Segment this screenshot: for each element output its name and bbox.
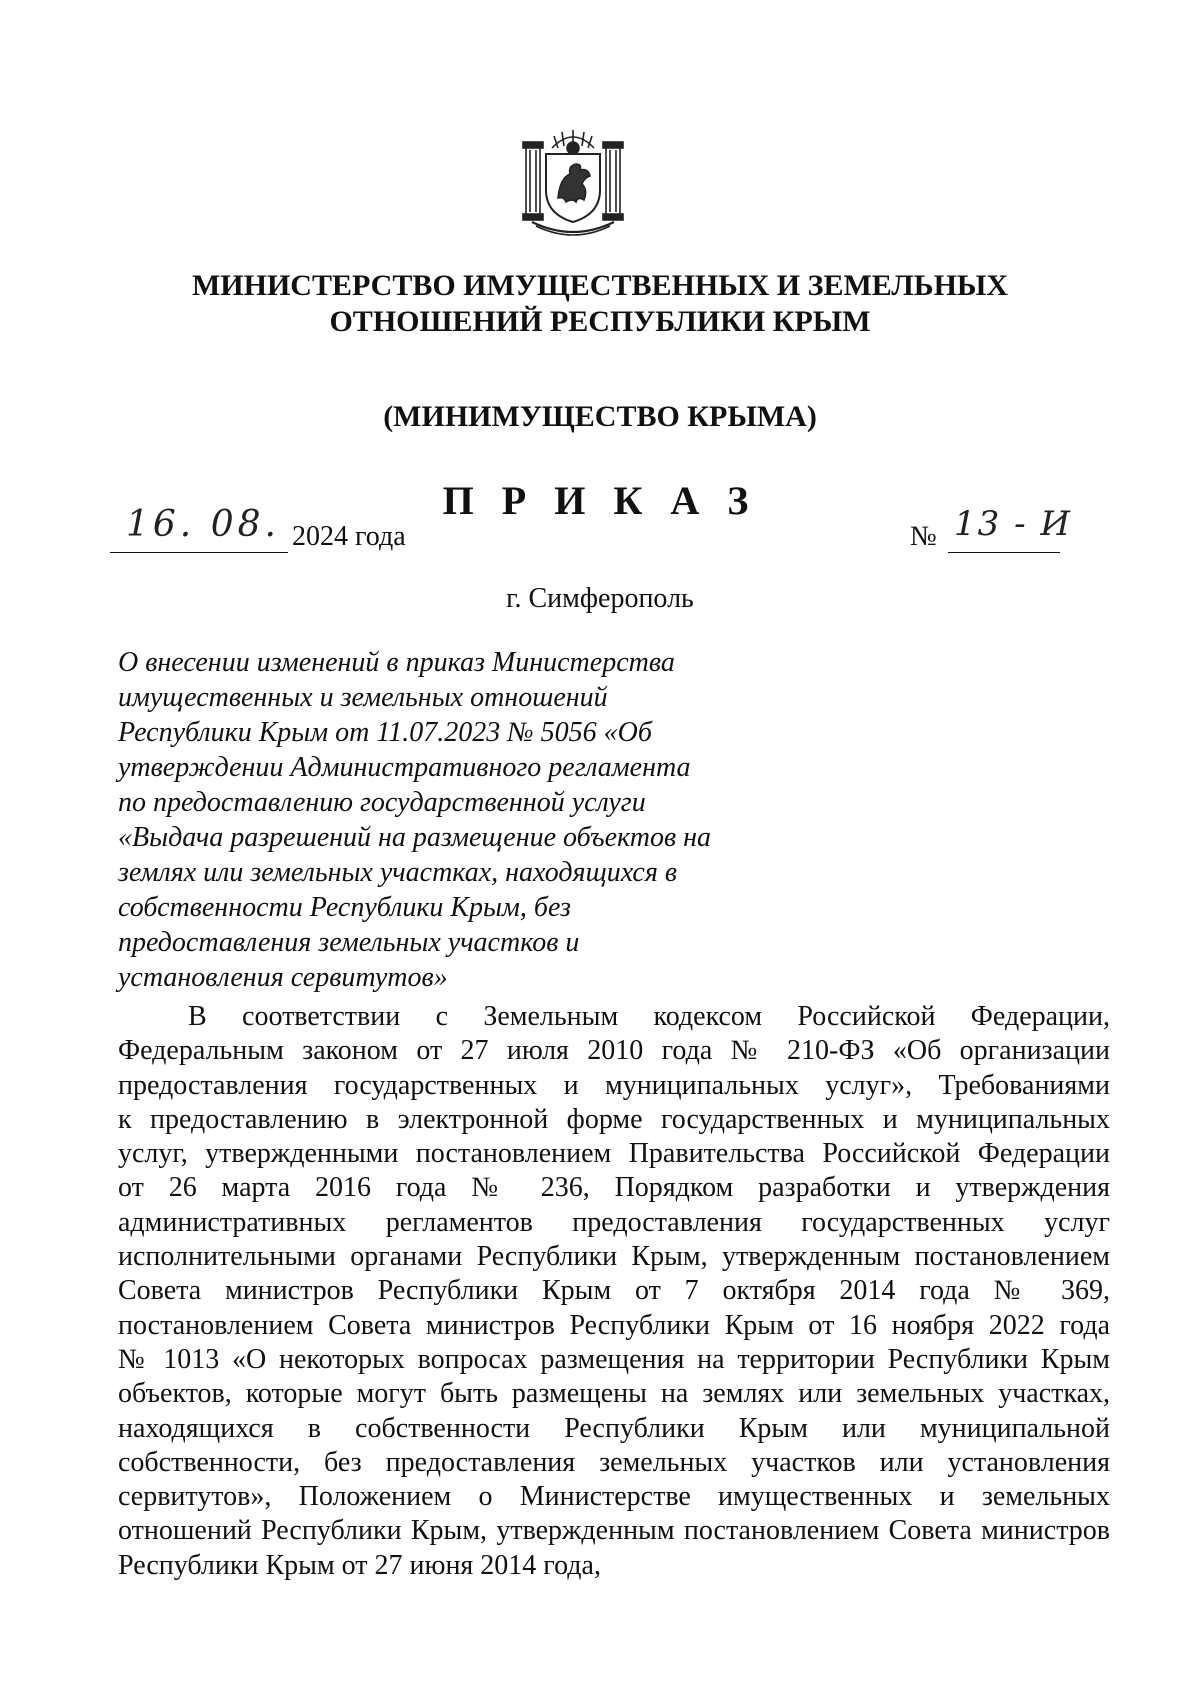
body-line: Федеральным законом от 27 июля 2010 года № 210-ФЗ «Об организации: [118, 1035, 1110, 1067]
body-line: исполнительными органами Республики Крым, утвержденным постановлением: [118, 1241, 1110, 1273]
city: г. Симферополь: [506, 583, 694, 614]
subject-line: землях или земельных участках, находящихся в: [118, 857, 678, 888]
number-sign: №: [910, 521, 937, 552]
document-type-title: П Р И К А З: [442, 478, 758, 523]
subject-line: «Выдача разрешений на размещение объектов на: [118, 822, 711, 853]
ministry-name: [0, 268, 1200, 340]
handwritten-date: 16. 08.: [126, 504, 280, 545]
body-line: собственности, без предоставления земельных участков или установления: [118, 1446, 1110, 1478]
body-line: услуг, утвержденными постановлением Правительства Российской Федерации: [118, 1138, 1110, 1170]
subject-line: имущественных и земельных отношений: [118, 682, 608, 713]
body-line: находящихся в собственности Республики Крым или муниципальной: [118, 1412, 1110, 1444]
body-line: Республики Крым от 27 июня 2014 года,: [118, 1549, 601, 1581]
subject-line: Республики Крым от 11.07.2023 № 5056 «Об: [118, 717, 652, 748]
subject-line: предоставления земельных участков и: [118, 927, 580, 958]
year-text: 2024 года: [292, 521, 406, 552]
order-body: [118, 1000, 1110, 1583]
body-line: отношений Республики Крым, утвержденным постановлением Совета министров: [118, 1515, 1110, 1547]
date-underline: [110, 552, 288, 553]
ministry-name-line2: ОТНОШЕНИЙ РЕСПУБЛИКИ КРЫМ: [329, 305, 871, 338]
body-line: В соответствии с Земельным кодексом Российской Федерации,: [188, 1001, 1110, 1032]
order-subject: [118, 645, 718, 995]
body-line: к предоставлению в электронной форме государственных и муниципальных: [118, 1103, 1110, 1135]
ministry-name-line1: МИНИСТЕРСТВО ИМУЩЕСТВЕННЫХ И ЗЕМЕЛЬНЫХ: [191, 269, 1009, 302]
coat-of-arms-icon: [518, 118, 628, 236]
body-line: объектов, которые могут быть размещены на землях или земельных участках,: [118, 1378, 1110, 1410]
subject-line: О внесении изменений в приказ Министерства: [118, 647, 675, 678]
number-underline: [948, 552, 1060, 553]
ministry-short-name: (МИНИМУЩЕСТВО КРЫМА): [383, 400, 817, 433]
body-line: предоставления государственных и муниципальных услуг», Требованиями: [118, 1069, 1110, 1101]
subject-line: по предоставлению государственной услуги: [118, 787, 646, 818]
body-line: № 1013 «О некоторых вопросах размещения на территории Республики Крым: [118, 1343, 1110, 1375]
subject-line: собственности Республики Крым, без: [118, 892, 571, 923]
subject-line: установления сервитутов»: [118, 962, 448, 993]
body-line: Совета министров Республики Крым от 7 октября 2014 года № 369,: [118, 1275, 1110, 1307]
body-line: от 26 марта 2016 года № 236, Порядком разработки и утверждения: [118, 1172, 1110, 1204]
order-number: [910, 504, 1073, 560]
body-line: административных регламентов предоставления государственных услуг: [118, 1206, 1110, 1238]
body-line: постановлением Совета министров Республики Крым от 16 ноября 2022 года: [118, 1309, 1110, 1341]
body-line: сервитутов», Положением о Министерстве имущественных и земельных: [118, 1481, 1110, 1513]
handwritten-number: 13 - И: [954, 504, 1073, 544]
subject-line: утверждении Административного регламента: [118, 752, 691, 783]
